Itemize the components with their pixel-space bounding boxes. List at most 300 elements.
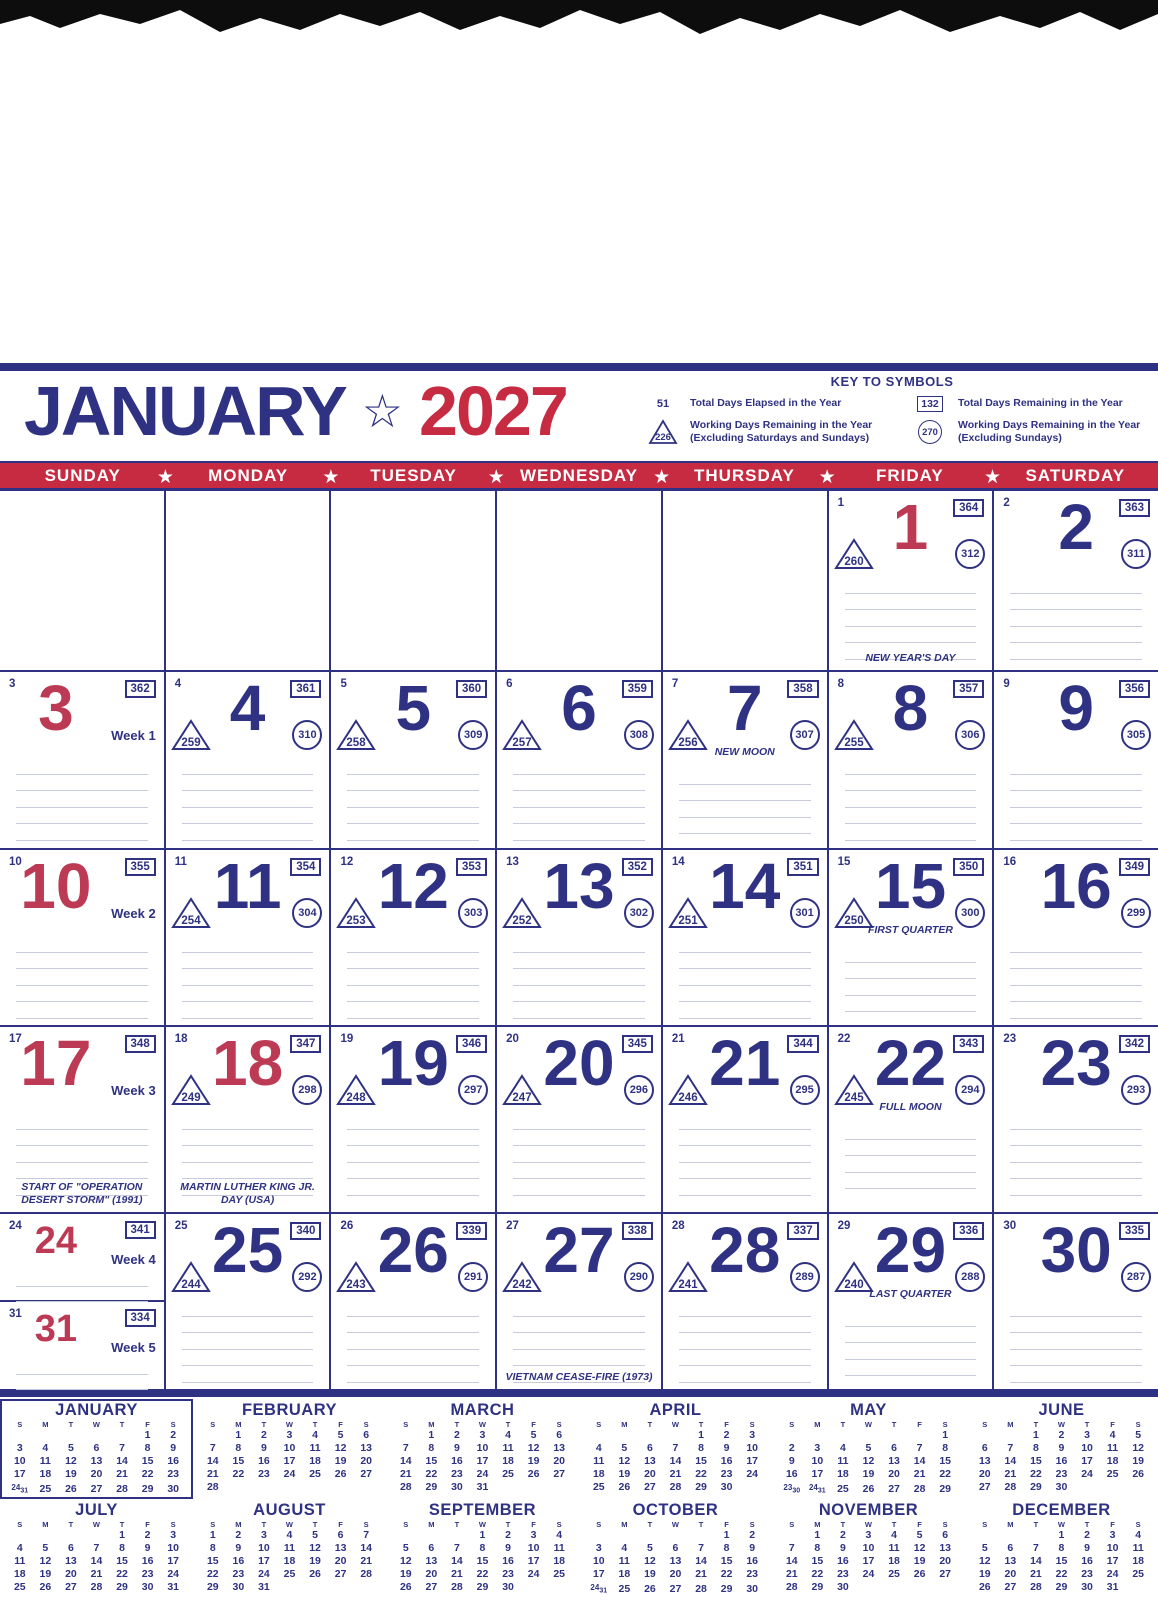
note-lines (845, 1123, 977, 1189)
mini-day: 28 (360, 1568, 373, 1580)
mini-day: 19 (862, 1468, 875, 1480)
day-number: 9 (1058, 672, 1094, 744)
weekday-label: TUESDAY (370, 465, 457, 485)
mini-day: 17 (258, 1555, 270, 1567)
mini-day (907, 1581, 933, 1594)
note-lines (347, 1300, 479, 1383)
split-day-cell (0, 1214, 166, 1389)
mini-day (881, 1429, 907, 1442)
mini-month-march (386, 1399, 579, 1499)
day-number-small: 2 (1003, 497, 1010, 509)
mini-day: 15 (141, 1455, 154, 1467)
note-lines (182, 758, 314, 841)
mini-day: 12 (334, 1442, 347, 1454)
day-number: 7 (726, 672, 763, 744)
mini-month-february (193, 1399, 386, 1499)
working-days-circle: 294 (955, 1075, 985, 1105)
mini-day: 19 (978, 1568, 991, 1580)
mini-day: 23 (167, 1468, 180, 1480)
mini-month-title: DECEMBER (1012, 1501, 1111, 1519)
mini-day: 2 (723, 1429, 730, 1441)
mini-month-title: AUGUST (253, 1501, 326, 1519)
mini-day (328, 1481, 354, 1494)
day-number-small: 6 (506, 678, 513, 690)
mini-month-grid: S M T W T F S 1 2 3 4 5 6 7 8 9 10 11 12 13 14 15 16 17 18 19 20 21 22 2330 2431 25 26 27 28 29 (779, 1420, 958, 1498)
day-number-small: 13 (506, 856, 519, 868)
weekday-label: SATURDAY (1025, 465, 1126, 485)
mini-month-grid: S M T W T F S 1 2 3 4 5 6 7 8 9 10 11 12 13 14 15 16 17 18 19 20 21 22 23 24 25 26 27 28 29 30 31 (972, 1520, 1151, 1594)
mini-day: 19 (527, 1455, 540, 1467)
mini-day: 7 (1007, 1442, 1014, 1454)
mini-day: 2431 (590, 1583, 608, 1595)
mini-day: 22 (695, 1468, 707, 1480)
mini-day: 11 (283, 1542, 296, 1554)
mini-day: 11 (1107, 1442, 1119, 1454)
working-days-circle: 306 (955, 720, 985, 750)
mini-day: 24 (476, 1468, 489, 1480)
mini-month-title: APRIL (649, 1401, 702, 1419)
mini-day: 6 (93, 1442, 100, 1454)
banner-star-icon: ★ (322, 467, 340, 488)
day-number: 3 (38, 672, 74, 744)
mini-day: 12 (309, 1542, 321, 1554)
mini-day: 17 (167, 1555, 180, 1567)
mini-day: 29 (720, 1582, 733, 1595)
mini-day: 26 (862, 1482, 875, 1495)
day-number: 24 (34, 1220, 77, 1262)
note-lines (182, 936, 314, 1019)
working-days-circle: 312 (955, 539, 985, 569)
mini-month-may (772, 1399, 965, 1499)
mini-day: 26 (334, 1468, 347, 1480)
mini-day (779, 1429, 805, 1442)
mini-day: 1 (723, 1529, 730, 1541)
day-number-small: 9 (1003, 678, 1010, 690)
mini-day: 27 (978, 1481, 991, 1493)
mini-day: 1 (1058, 1529, 1065, 1541)
day-number: 28 (709, 1214, 781, 1286)
day-cell-22 (829, 1027, 995, 1212)
mini-day: 16 (232, 1555, 245, 1567)
mini-day: 8 (119, 1542, 125, 1554)
mini-day: 9 (235, 1542, 242, 1554)
working-days-triangle (171, 1073, 211, 1107)
days-remaining-box: 361 (290, 680, 321, 698)
mini-day: 20 (1004, 1568, 1017, 1580)
day-number-small: 30 (1003, 1220, 1017, 1232)
day-cell-30 (994, 1214, 1158, 1389)
note-lines (16, 758, 148, 841)
mini-day (830, 1429, 856, 1442)
mini-day: 26 (309, 1568, 321, 1580)
mini-day: 4 (621, 1542, 628, 1554)
day-cell-24 (0, 1214, 164, 1302)
mini-day (1023, 1529, 1049, 1542)
mini-day: 22 (232, 1468, 245, 1480)
mini-month-august (193, 1499, 386, 1599)
mini-day (353, 1581, 379, 1594)
mini-day: 23 (258, 1468, 270, 1480)
mini-day: 24 (527, 1568, 540, 1580)
mini-day: 17 (811, 1468, 824, 1480)
mini-day (393, 1529, 419, 1542)
mini-month-december (965, 1499, 1158, 1599)
mini-day: 27 (669, 1582, 682, 1595)
mini-day: 12 (862, 1455, 875, 1467)
day-note: NEW YEAR'S DAY (865, 651, 956, 664)
week-label: Week 5 (111, 1339, 156, 1355)
mini-day: 2 (839, 1529, 846, 1541)
mini-day: 17 (1106, 1555, 1119, 1567)
key-grid (642, 396, 1142, 445)
mini-day: 27 (644, 1481, 656, 1493)
mini-day: 26 (527, 1468, 540, 1480)
mini-day: 22 (116, 1568, 128, 1580)
mini-day: 17 (13, 1468, 26, 1480)
mini-day: 8 (1058, 1542, 1065, 1554)
mini-day: 3 (749, 1429, 756, 1441)
mini-day: 22 (939, 1468, 952, 1480)
mini-day: 14 (399, 1455, 412, 1467)
mini-day: 17 (1081, 1455, 1093, 1467)
days-remaining-box: 346 (456, 1035, 487, 1053)
mini-day: 4 (16, 1542, 23, 1554)
day-number-small: 16 (1003, 856, 1017, 868)
day-number-small: 8 (837, 678, 844, 690)
day-number: 2 (1058, 491, 1094, 563)
day-cell-26 (331, 1214, 497, 1389)
mini-day: 7 (209, 1442, 216, 1454)
mini-day: 3 (16, 1442, 23, 1454)
mini-month-title: JULY (75, 1501, 118, 1519)
mini-day: 10 (258, 1542, 270, 1554)
mini-day: 26 (1132, 1468, 1145, 1480)
mini-day: 7 (672, 1442, 679, 1454)
days-remaining-box: 337 (787, 1222, 818, 1240)
mini-day: 26 (399, 1581, 412, 1593)
day-number-small: 25 (174, 1220, 188, 1232)
mini-day: 2 (788, 1442, 795, 1454)
working-days-circle: 287 (1121, 1262, 1151, 1292)
mini-day: 25 (502, 1468, 514, 1480)
mini-day: 13 (888, 1455, 900, 1467)
mini-day: 20 (90, 1468, 103, 1480)
day-cell-28 (663, 1214, 829, 1389)
mini-day: 3 (1084, 1429, 1090, 1441)
weekday-label: THURSDAY (693, 465, 795, 485)
note-lines (1010, 577, 1142, 660)
mini-day: 16 (258, 1455, 270, 1467)
mini-day: 9 (749, 1542, 756, 1554)
mini-day: 24 (258, 1568, 270, 1580)
mini-day: 22 (476, 1568, 489, 1580)
mini-day (779, 1529, 805, 1542)
day-number: 12 (377, 850, 449, 922)
mini-day: 6 (981, 1442, 988, 1454)
mini-day: 6 (67, 1542, 74, 1554)
svg-text:251: 251 (678, 915, 698, 927)
mini-day: 30 (1055, 1481, 1068, 1493)
calendar-week-row (0, 1027, 1158, 1214)
day-number: 27 (543, 1214, 615, 1286)
note-lines (16, 1272, 148, 1302)
mini-day: 20 (425, 1568, 438, 1580)
mini-day: 9 (170, 1442, 177, 1454)
day-number: 21 (709, 1027, 781, 1099)
days-remaining-box: 352 (622, 858, 653, 876)
mini-day: 11 (502, 1442, 514, 1454)
mini-day: 8 (814, 1542, 821, 1554)
mini-month-june (965, 1399, 1158, 1499)
mini-day: 29 (695, 1481, 707, 1493)
mini-day: 5 (865, 1442, 872, 1454)
mini-day: 19 (644, 1568, 656, 1580)
key-label-days-elapsed: Total Days Elapsed in the Year (690, 397, 842, 410)
mini-day: 1 (209, 1529, 216, 1541)
day-number-small: 24 (9, 1220, 22, 1232)
empty-cell (331, 491, 497, 670)
day-number-small: 20 (506, 1033, 519, 1045)
day-number: 23 (1040, 1027, 1112, 1099)
day-note: LAST QUARTER (869, 1288, 952, 1300)
mini-month-title: JANUARY (55, 1401, 138, 1419)
mini-day: 16 (746, 1555, 759, 1567)
mini-day: 21 (399, 1468, 412, 1480)
mini-day: 25 (13, 1581, 26, 1593)
mini-month-april (579, 1399, 772, 1499)
mini-day (637, 1529, 663, 1542)
mini-day: 31 (167, 1581, 180, 1593)
note-lines (679, 936, 811, 1019)
svg-text:253: 253 (346, 915, 367, 927)
mini-day: 13 (360, 1442, 373, 1454)
mini-day: 6 (1007, 1542, 1014, 1554)
mini-day (688, 1529, 714, 1542)
mini-day: 25 (618, 1582, 631, 1595)
working-days-circle: 289 (790, 1262, 820, 1292)
mini-day: 27 (65, 1581, 77, 1593)
mini-day: 28 (669, 1481, 682, 1493)
day-number: 22 (874, 1027, 947, 1099)
mini-day (972, 1429, 998, 1442)
working-days-triangle (336, 718, 376, 752)
mini-day: 8 (723, 1542, 730, 1554)
days-remaining-box: 348 (125, 1035, 156, 1053)
working-days-circle: 304 (292, 898, 322, 928)
mini-day: 14 (116, 1455, 128, 1467)
mini-day: 25 (553, 1568, 566, 1580)
mini-day: 16 (1081, 1555, 1093, 1567)
day-cell-4 (166, 672, 332, 848)
mini-month-grid: S M T W T F S 1 2 3 4 5 6 7 8 9 10 11 12 13 14 15 16 17 18 19 20 21 22 23 24 25 26 27 28 (200, 1420, 379, 1494)
mini-day: 3 (260, 1529, 267, 1541)
mini-day: 17 (527, 1555, 540, 1567)
mini-day (33, 1529, 59, 1542)
mini-day: 13 (425, 1555, 438, 1567)
days-remaining-box: 349 (1119, 858, 1150, 876)
mini-day (495, 1481, 521, 1494)
mini-day: 19 (334, 1455, 347, 1467)
working-days-circle: 290 (624, 1262, 654, 1292)
mini-day (277, 1481, 303, 1494)
svg-text:259: 259 (181, 737, 201, 749)
day-number-small: 5 (340, 678, 347, 690)
working-days-triangle (171, 1260, 211, 1294)
working-days-circle: 295 (790, 1075, 820, 1105)
note-lines (679, 1113, 811, 1196)
mini-month-grid: S M T W T F S 1 2 3 4 5 6 7 8 9 10 11 12 13 14 15 16 17 18 19 20 21 22 23 24 25 26 27 28 29 30 31 (7, 1520, 186, 1594)
mini-month-title: OCTOBER (632, 1501, 719, 1519)
mini-day: 14 (360, 1542, 373, 1554)
mini-month-november (772, 1499, 965, 1599)
mini-day: 29 (939, 1482, 952, 1495)
mini-day: 21 (785, 1568, 798, 1580)
days-remaining-box: 343 (953, 1035, 984, 1053)
day-number-small: 29 (837, 1220, 851, 1232)
day-number-small: 15 (837, 856, 851, 868)
mini-day: 19 (65, 1468, 77, 1480)
mini-month-title: MAY (850, 1401, 887, 1419)
mini-day: 25 (837, 1482, 849, 1495)
mini-day (226, 1481, 252, 1494)
days-remaining-box: 355 (125, 858, 156, 876)
mini-day: 9 (453, 1442, 460, 1454)
mini-day: 2431 (808, 1483, 826, 1495)
mini-day (1125, 1581, 1151, 1594)
mini-day: 30 (502, 1581, 514, 1593)
day-cell-23 (994, 1027, 1158, 1212)
mini-month-grid: S M T W T F S 1 2 3 4 5 6 7 8 9 10 11 12 13 14 15 16 17 18 19 20 21 22 23 24 25 26 27 28 29 30 31 (393, 1420, 572, 1494)
mini-day (444, 1529, 470, 1542)
mini-day: 8 (235, 1442, 242, 1454)
working-days-triangle (502, 1260, 542, 1294)
mini-day (419, 1529, 445, 1542)
mini-day: 7 (788, 1542, 795, 1554)
note-lines (347, 1113, 479, 1196)
mini-day: 31 (476, 1481, 489, 1493)
mini-day: 11 (39, 1455, 51, 1467)
mini-day: 29 (141, 1482, 154, 1495)
mini-day: 27 (90, 1482, 103, 1495)
mini-day (546, 1481, 572, 1494)
mini-day: 4 (556, 1529, 563, 1541)
mini-day: 13 (939, 1542, 952, 1554)
day-cell-8 (829, 672, 995, 848)
plain-number-symbol: 51 (656, 398, 670, 410)
day-number-small: 14 (671, 856, 685, 868)
mini-day: 19 (1132, 1455, 1145, 1467)
mini-day: 25 (283, 1568, 296, 1580)
mini-day: 6 (337, 1529, 344, 1541)
mini-day: 8 (1032, 1442, 1039, 1454)
mini-day (998, 1429, 1024, 1442)
mini-day: 26 (978, 1581, 991, 1593)
mini-day: 16 (502, 1555, 514, 1567)
mini-day: 9 (505, 1542, 511, 1554)
mini-day: 22 (811, 1568, 824, 1580)
mini-calendars (0, 1399, 1158, 1599)
day-number: 15 (874, 850, 947, 922)
mini-day: 18 (553, 1555, 566, 1567)
mini-day: 7 (698, 1542, 704, 1554)
mini-day: 29 (476, 1581, 489, 1593)
mini-day: 23 (1081, 1568, 1093, 1580)
mini-day: 5 (916, 1529, 923, 1541)
note-lines (16, 936, 148, 1019)
mini-day: 15 (232, 1455, 245, 1467)
day-number: 10 (20, 850, 92, 922)
note-lines (845, 758, 977, 841)
days-remaining-box: 342 (1119, 1035, 1150, 1053)
mini-month-grid: S M T W T F S 1 2 3 4 5 6 7 8 9 10 11 12 13 14 15 16 17 18 19 20 21 22 23 24 25 26 27 28 29 30 (393, 1520, 572, 1594)
mini-day (353, 1481, 379, 1494)
day-number-small: 19 (340, 1033, 354, 1045)
mini-day: 14 (1004, 1455, 1017, 1467)
mini-day: 9 (260, 1442, 267, 1454)
day-number: 14 (709, 850, 781, 922)
mini-day: 6 (672, 1542, 679, 1554)
mini-day (972, 1529, 998, 1542)
mini-day (7, 1429, 33, 1442)
mini-day: 7 (119, 1442, 125, 1454)
mini-day: 7 (363, 1529, 370, 1541)
mini-day: 5 (646, 1542, 653, 1554)
mini-day: 8 (209, 1542, 216, 1554)
day-cell-6 (497, 672, 663, 848)
mini-day: 10 (1081, 1442, 1093, 1454)
mini-day: 15 (206, 1555, 219, 1567)
mini-day: 23 (746, 1568, 759, 1580)
day-number-small: 26 (340, 1220, 354, 1232)
day-number: 1 (892, 491, 929, 563)
mini-day: 18 (13, 1568, 26, 1580)
note-lines (1010, 1113, 1142, 1196)
mini-day (856, 1581, 882, 1594)
mini-day: 5 (621, 1442, 628, 1454)
mini-day: 17 (592, 1568, 605, 1580)
mini-day: 3 (814, 1442, 821, 1454)
mini-day: 18 (1132, 1555, 1145, 1567)
svg-text:247: 247 (512, 1092, 532, 1104)
mini-day: 1 (698, 1429, 704, 1441)
mini-day: 14 (913, 1455, 926, 1467)
mini-day: 31 (258, 1581, 270, 1593)
day-note: START OF "OPERATION DESERT STORM" (1991) (21, 1180, 143, 1206)
working-days-triangle (336, 896, 376, 930)
day-number: 13 (543, 850, 615, 922)
day-cell-31 (0, 1302, 164, 1390)
mini-day: 6 (556, 1429, 563, 1441)
mini-day: 9 (839, 1542, 846, 1554)
working-days-circle: 293 (1121, 1075, 1151, 1105)
day-number-small: 10 (9, 856, 22, 868)
banner-star-icon: ★ (984, 467, 1002, 488)
mini-day: 28 (399, 1481, 412, 1493)
mini-day: 28 (785, 1581, 798, 1593)
mini-day: 13 (65, 1555, 77, 1567)
mini-day: 25 (1106, 1468, 1119, 1480)
mini-day: 1 (428, 1429, 435, 1441)
mini-day: 5 (1135, 1429, 1142, 1441)
week-label: Week 1 (111, 728, 156, 743)
mini-day: 18 (39, 1468, 52, 1480)
mini-month-title: MARCH (450, 1401, 515, 1419)
mini-day (302, 1481, 328, 1494)
mini-day: 2 (505, 1529, 511, 1541)
mini-day (586, 1429, 612, 1442)
working-days-triangle (668, 1260, 708, 1294)
mini-day: 16 (837, 1555, 849, 1567)
